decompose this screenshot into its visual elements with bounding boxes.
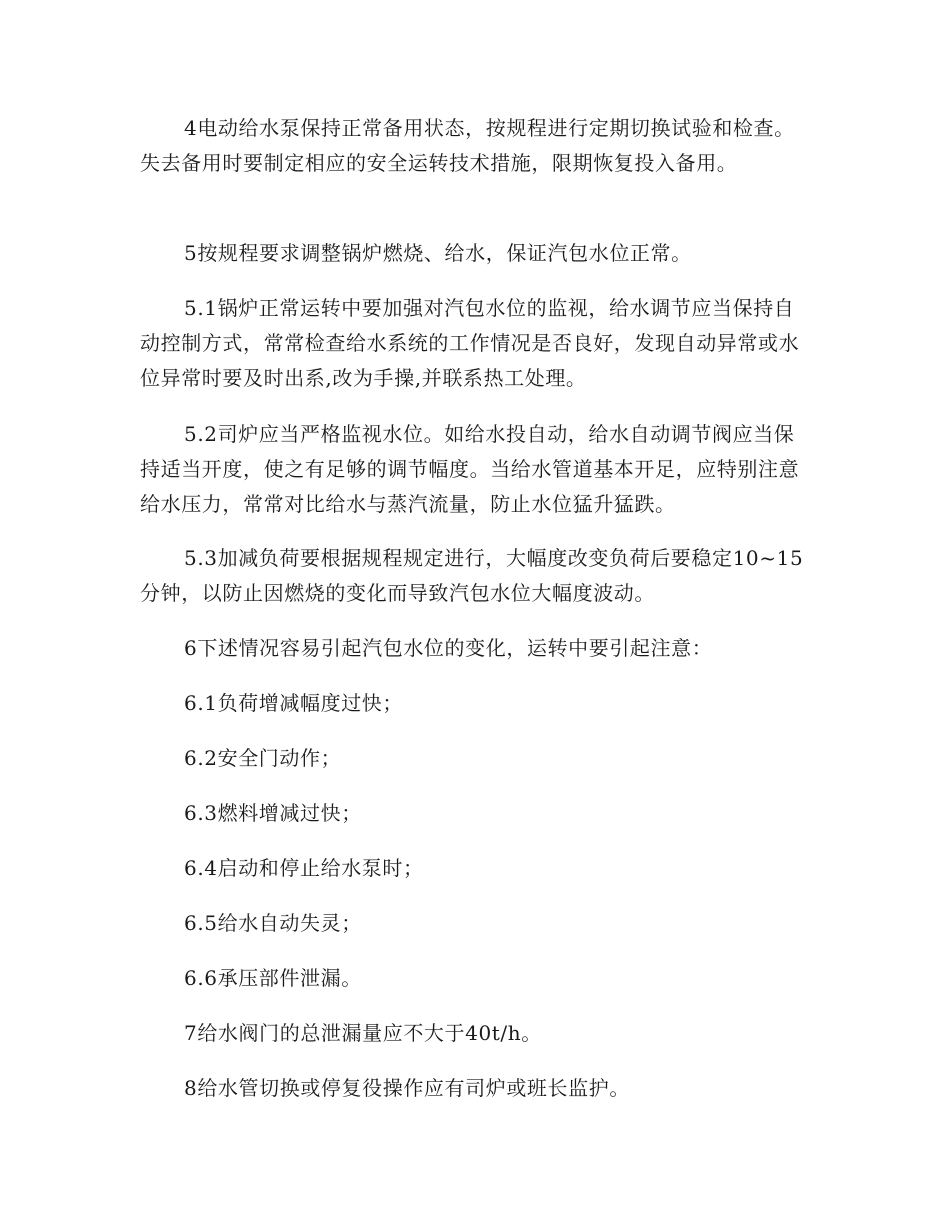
paragraph-5-3: 5.3加减负荷要根据规程规定进行，大幅度改变负荷后要稳定10~15分钟，以防止因燃烧的变化而导致汽包水位大幅度波动。 [140,546,804,605]
paragraph-8: 8给水管切换或停复役操作应有司炉或班长监护。 [184,1076,630,1100]
paragraph-6-3: 6.3燃料增减过快； [184,801,362,825]
paragraph-5-1: 5.1锅炉正常运转中要加强对汽包水位的监视，给水调节应当保持自动控制方式，常常检查给水系统的工作情况是否良好，发现自动异常或水位异常时要及时出系,改为手操,并联系热工处理。 [140,296,800,390]
paragraph-7: 7给水阀门的总泄漏量应不大于40t/h。 [184,1021,542,1045]
paragraph-6: 6下述情况容易引起汽包水位的变化，运转中要引起注意： [184,636,713,660]
paragraph-4: 4电动给水泵保持正常备用状态，按规程进行定期切换试验和检查。失去备用时要制定相应的安全运转技术措施，限期恢复投入备用。 [140,116,795,175]
paragraph-5: 5按规程要求调整锅炉燃烧、给水，保证汽包水位正常。 [184,241,692,265]
paragraph-6-1: 6.1负荷增减幅度过快； [184,691,404,715]
paragraph-6-2: 6.2安全门动作； [184,746,342,770]
paragraph-6-5: 6.5给水自动失灵； [184,911,362,935]
paragraph-6-4: 6.4启动和停止给水泵时； [184,856,424,880]
paragraph-6-6: 6.6承压部件泄漏。 [184,966,362,990]
paragraph-5-2: 5.2司炉应当严格监视水位。如给水投自动，给水自动调节阀应当保持适当开度，使之有足够的调节幅度。当给水管道基本开足，应特别注意给水压力，常常对比给水与蒸汽流量，防止水位猛升猛跌。 [140,422,800,516]
